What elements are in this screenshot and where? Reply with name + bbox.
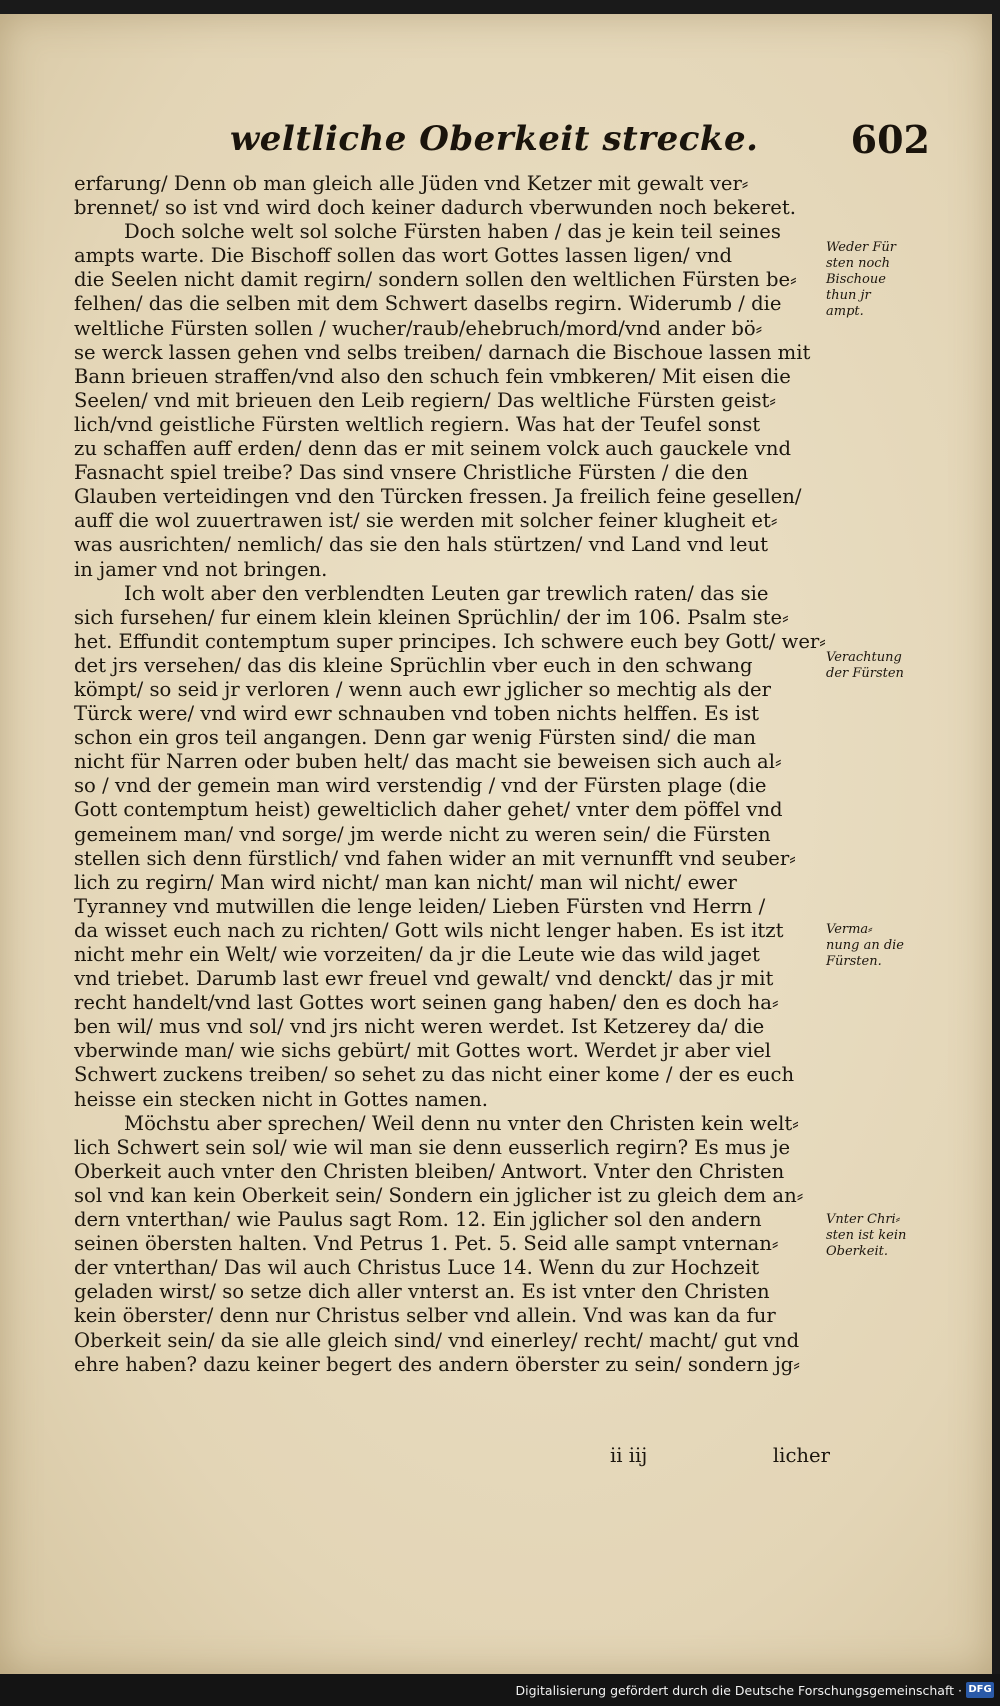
marginal-note-line: sten noch (826, 256, 890, 271)
text-line: recht handelt/vnd last Gottes wort seinen gang haben/ den es doch ha⸗ (74, 991, 779, 1015)
signature-mark: ii iij (610, 1444, 648, 1467)
text-line: auff die wol zuuertrawen ist/ sie werden mit solcher feiner klugheit et⸗ (74, 509, 778, 533)
text-line: kömpt/ so seid jr verloren / wenn auch ewr jglicher so mechtig als der (74, 677, 772, 701)
text-line: het. Effundit contemptum super principes. Ich schwere euch bey Gott/ wer⸗ (74, 629, 826, 653)
text-line: da wisset euch nach zu richten/ Gott wils nicht lenger haben. Es ist itzt (74, 918, 784, 942)
text-line: erfarung/ Denn ob man gleich alle Jüden vnd Ketzer mit gewalt ver⸗ (74, 172, 749, 195)
text-line: kein öberster/ denn nur Christus selber vnd allein. Vnd was kan da fur (74, 1304, 776, 1328)
marginal-note-line: nung an die (826, 938, 904, 953)
funding-credit: Digitalisierung gefördert durch die Deutsche Forschungsgemeinschaft · (515, 1683, 962, 1698)
text-line: weltliche Fürsten sollen / wucher/raub/ehebruch/mord/vnd ander bö⸗ (74, 316, 763, 340)
marginal-note (826, 240, 926, 320)
text-line: Tyranney vnd mutwillen die lenge leiden/ Lieben Fürsten vnd Herrn / (74, 894, 766, 918)
text-line: felhen/ das die selben mit dem Schwert daselbs regirn. Widerumb / die (74, 292, 782, 316)
marginal-note (826, 1212, 926, 1260)
marginal-note-line: Bischoue (826, 272, 886, 287)
text-line: Möchstu aber sprechen/ Weil denn nu vnter den Christen kein welt⸗ (124, 1111, 799, 1135)
text-line: Ich wolt aber den verblendten Leuten gar trewlich raten/ das sie (124, 581, 769, 605)
marginal-note-line: der Fürsten (826, 666, 904, 681)
text-line: ampts warte. Die Bischoff sollen das wort Gottes lassen ligen/ vnd (74, 244, 733, 268)
text-line: Oberkeit sein/ da sie alle gleich sind/ vnd einerley/ recht/ macht/ gut vnd (74, 1328, 800, 1352)
text-line: dern vnterthan/ wie Paulus sagt Rom. 12. Ein jglicher sol den andern (74, 1208, 762, 1232)
text-line: stellen sich denn fürstlich/ vnd fahen wider an mit vernunfft vnd seuber⸗ (74, 846, 796, 870)
text-line: vberwinde man/ wie sichs gebürt/ mit Gottes wort. Werdet jr aber viel (74, 1039, 772, 1063)
text-line: lich Schwert sein sol/ wie wil man sie denn eusserlich regirn? Es mus je (74, 1135, 791, 1159)
text-line: se werck lassen gehen vnd selbs treiben/ darnach die Bischoue lassen mit (74, 340, 811, 364)
text-line: so / vnd der gemein man wird verstendig / vnd der Fürsten plage (die (74, 774, 767, 798)
text-line: ehre haben? dazu keiner begert des andern öberster zu sein/ sondern jg⸗ (74, 1352, 800, 1376)
text-line: lich zu regirn/ Man wird nicht/ man kan nicht/ man wil nicht/ ewer (74, 870, 737, 894)
text-line: Gott contemptum heist) gewelticlich daher gehet/ vnter dem pöffel vnd (74, 798, 783, 822)
text-line: brennet/ so ist vnd wird doch keiner dadurch vberwunden noch bekeret. (74, 196, 796, 220)
book-page (0, 14, 992, 1674)
text-line: der vnterthan/ Das wil auch Christus Luce 14. Wenn du zur Hochzeit (74, 1256, 760, 1280)
text-line: was ausrichten/ nemlich/ das sie den hals stürtzen/ vnd Land vnd leut (74, 533, 768, 557)
text-line: nicht mehr ein Welt/ wie vorzeiten/ da jr die Leute wie das wild jaget (74, 943, 760, 966)
text-line: seinen öbersten halten. Vnd Petrus 1. Pet. 5. Seid alle sampt vnternan⸗ (74, 1232, 779, 1256)
text-line: lich/vnd geistliche Fürsten weltlich regiern. Was hat der Teufel sonst (74, 412, 761, 436)
text-line: heisse ein stecken nicht in Gottes namen. (74, 1087, 489, 1111)
marginal-note (826, 650, 926, 682)
text-line: det jrs versehen/ das dis kleine Sprüchlin vber euch in den schwang (74, 653, 753, 677)
marginal-note (826, 922, 926, 970)
text-line: zu schaffen auff erden/ denn das er mit seinem volck auch gauckele vnd (74, 437, 791, 461)
text-line: in jamer vnd not bringen. (74, 557, 328, 581)
marginal-note-line: Verachtung (826, 650, 902, 665)
text-line: Glauben verteidingen vnd den Türcken fressen. Ja freilich feine gesellen/ (74, 485, 802, 509)
marginal-note-line: sten ist kein (826, 1228, 907, 1243)
page-header (230, 119, 930, 179)
text-line: schon ein gros teil angangen. Denn gar wenig Fürsten sind/ die man (74, 726, 756, 750)
text-line: gemeinem man/ vnd sorge/ jm werde nicht zu weren sein/ die Fürsten (74, 822, 771, 846)
text-line: die Seelen nicht damit regirn/ sondern sollen den weltlichen Fürsten be⸗ (74, 268, 797, 292)
text-line: vnd triebet. Darumb last ewr freuel vnd gewalt/ vnd denckt/ das jr mit (74, 967, 774, 991)
page-footer-catchwords (610, 1444, 830, 1474)
text-line: Doch solche welt sol solche Fürsten haben / das je kein teil seines (124, 220, 781, 244)
text-line: Bann brieuen straffen/vnd also den schuch fein vmbkeren/ Mit eisen die (74, 364, 791, 388)
marginal-note-line: Weder Für (826, 240, 896, 255)
text-line: Türck were/ vnd wird ewr schnauben vnd toben nichts helffen. Es ist (74, 702, 760, 726)
marginal-note-line: Oberkeit. (826, 1244, 888, 1259)
body-text (74, 172, 826, 1377)
dfg-logo: DFG (966, 1682, 994, 1698)
text-line: Seelen/ vnd mit brieuen den Leib regiern/ Das weltliche Fürsten geist⸗ (74, 388, 776, 412)
marginal-note-line: Vnter Chri⸗ (826, 1212, 901, 1227)
page-number: 602 (850, 117, 930, 162)
text-line: sol vnd kan kein Oberkeit sein/ Sondern ein jglicher ist zu gleich dem an⸗ (74, 1183, 804, 1207)
running-title: weltliche Oberkeit strecke. (230, 119, 759, 159)
text-line: Schwert zuckens treiben/ so sehet zu das nicht einer kome / der es euch (74, 1063, 795, 1087)
catchword: licher (772, 1444, 830, 1467)
text-line: ben wil/ mus vnd sol/ vnd jrs nicht weren werdet. Ist Ketzerey da/ die (74, 1015, 765, 1039)
text-line: Oberkeit auch vnter den Christen bleiben/ Antwort. Vnter den Christen (74, 1159, 785, 1183)
marginal-note-line: thun jr (826, 288, 871, 303)
text-line: nicht für Narren oder buben helt/ das macht sie beweisen sich auch al⸗ (74, 750, 782, 774)
text-line: geladen wirst/ so setze dich aller vnterst an. Es ist vnter den Christen (74, 1280, 770, 1304)
footer-bar (0, 1674, 1000, 1706)
marginal-note-line: ampt. (826, 304, 864, 319)
marginal-note-line: Verma⸗ (826, 922, 873, 937)
marginal-note-line: Fürsten. (826, 954, 882, 969)
text-line: Fasnacht spiel treibe? Das sind vnsere Christliche Fürsten / die den (74, 461, 749, 485)
text-line: sich fursehen/ fur einem klein kleinen Sprüchlin/ der im 106. Psalm ste⸗ (74, 605, 789, 629)
